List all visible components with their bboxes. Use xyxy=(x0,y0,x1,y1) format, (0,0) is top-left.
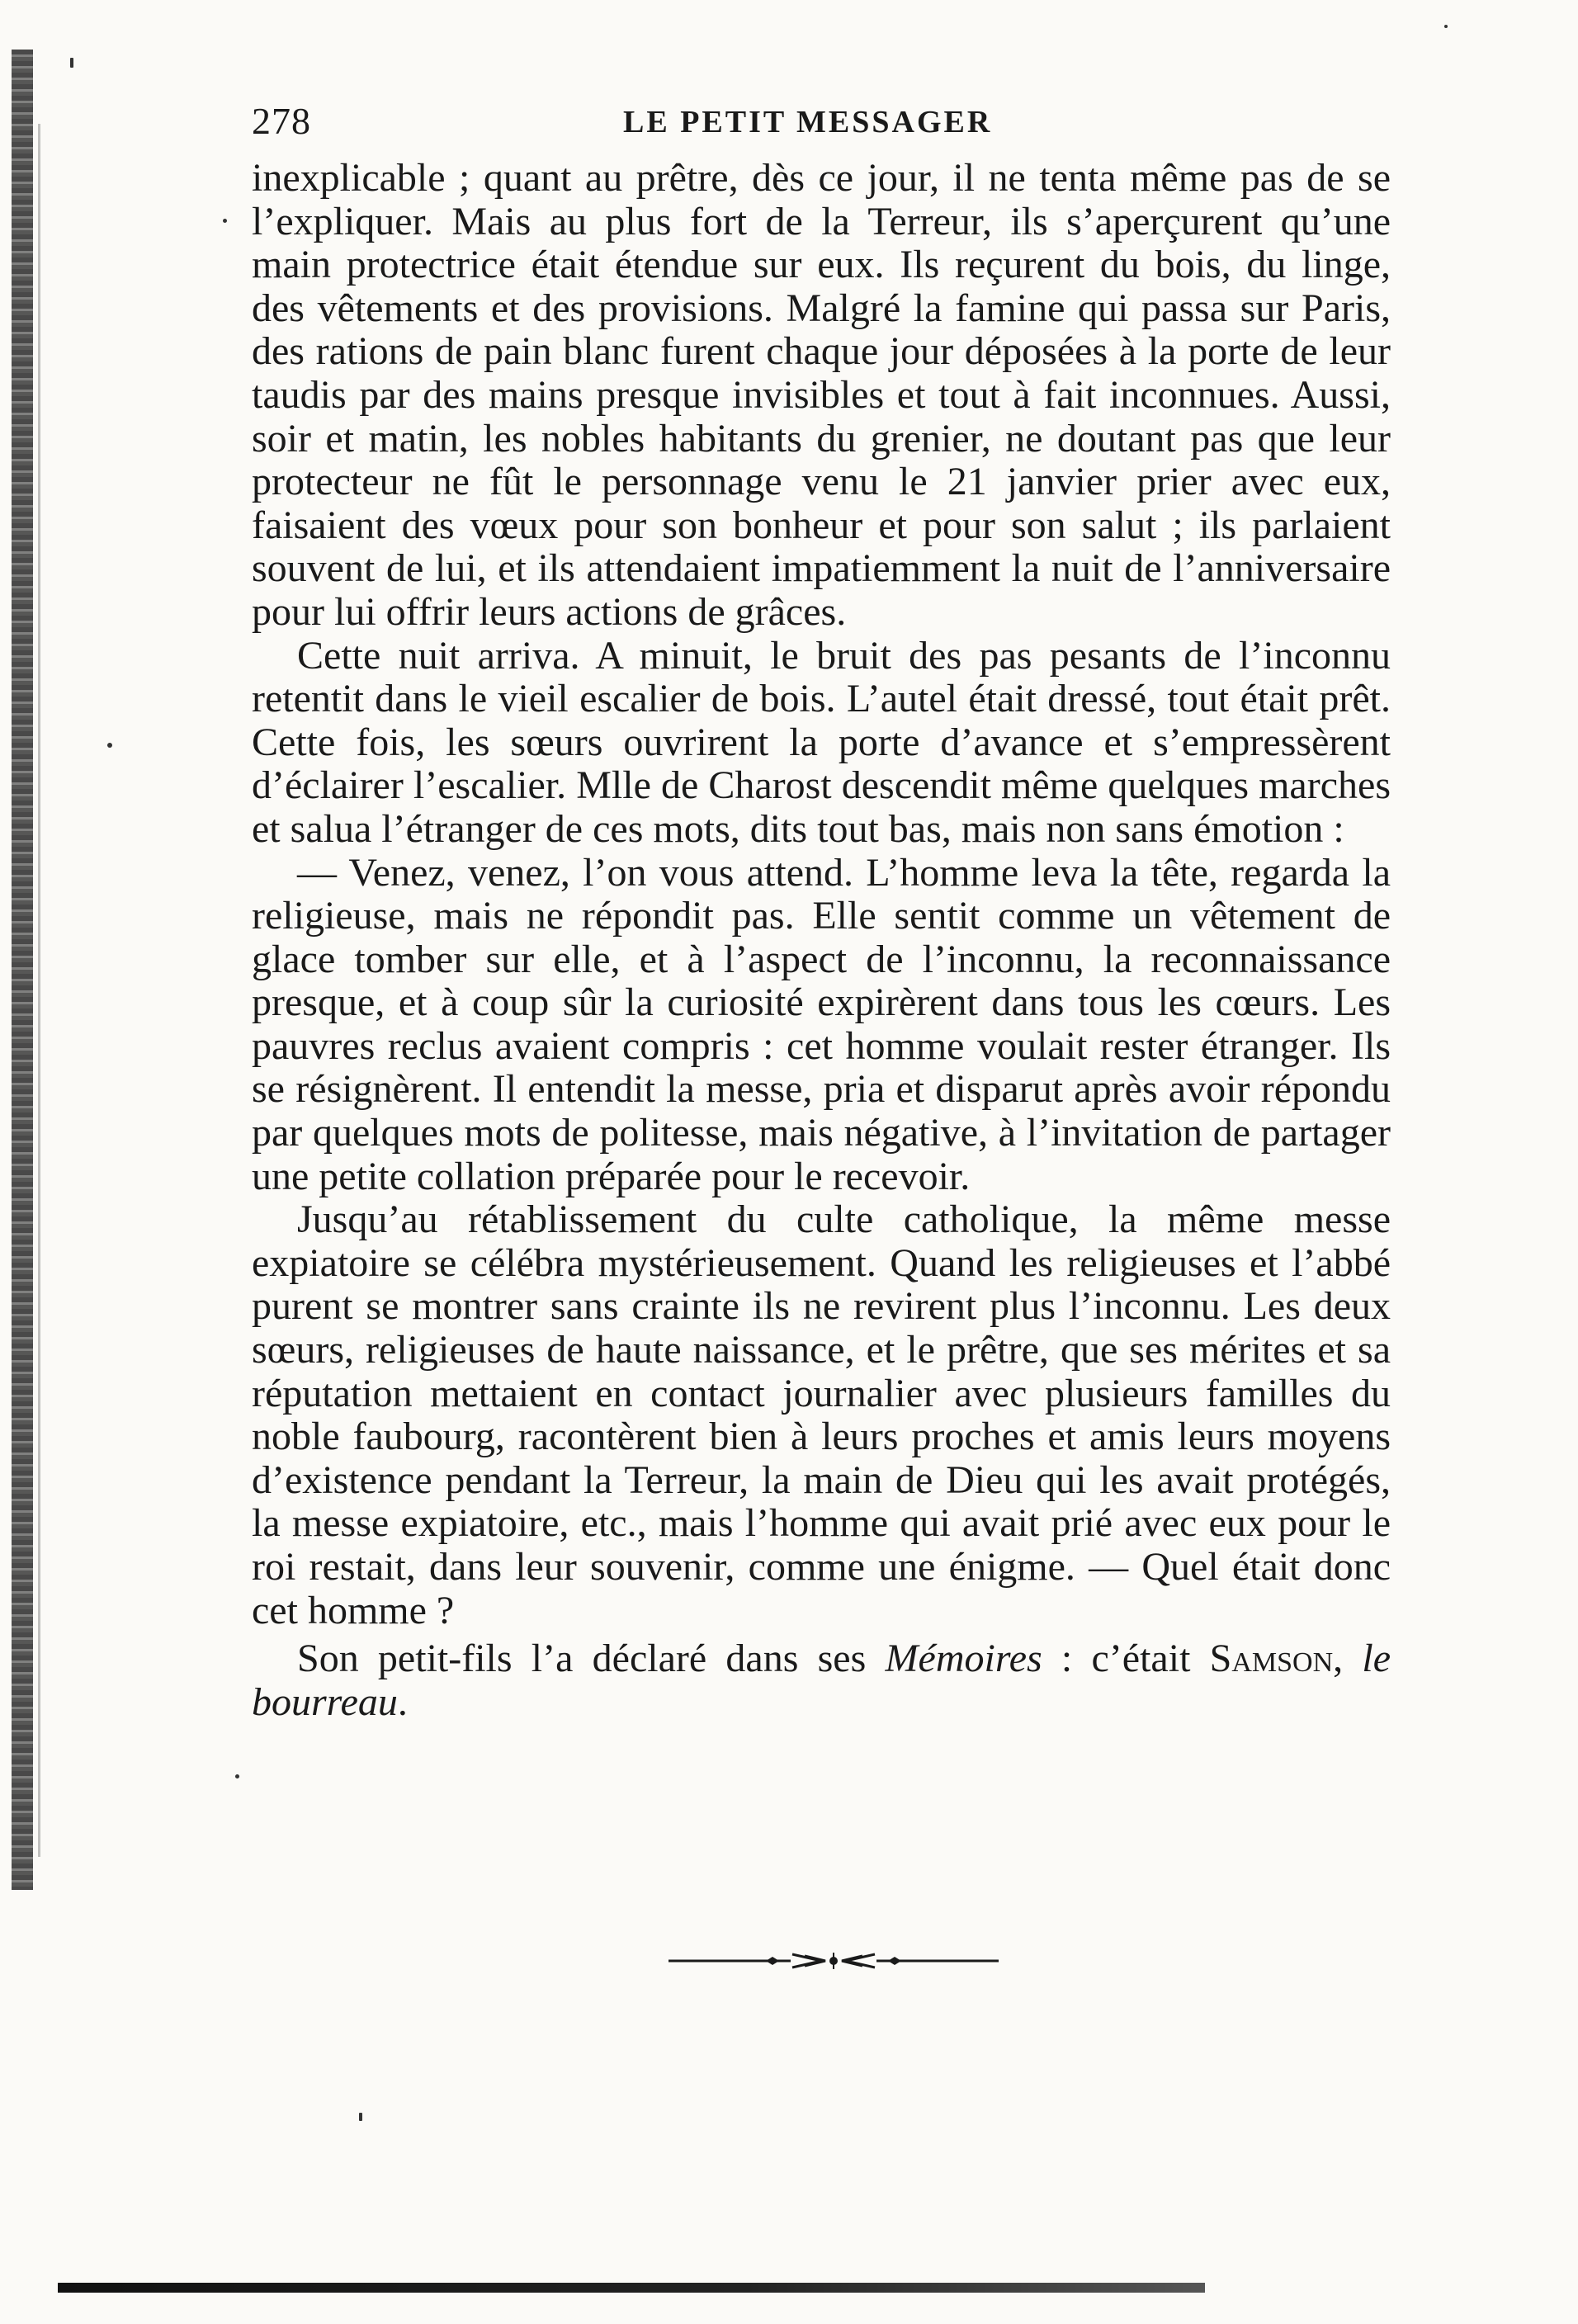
bottom-scan-edge xyxy=(58,2283,1205,2293)
page-header xyxy=(252,99,1391,149)
scan-speck xyxy=(1444,25,1448,28)
scan-speck xyxy=(223,219,227,223)
name-samson: Samson xyxy=(1209,1637,1334,1681)
paragraph-3: — Venez, venez, l’on vous attend. L’homme leva la tête, regarda la religieuse, mais ne répondit pas. Elle sentit comme un vêtement de glace tomber sur elle, et à l’aspect de l’inconnu, la reconnaissance presque, et à coup sûr la curiosité expirèrent dans tous les cœurs. Les pauvres reclus avaient compris : cet homme voulait rester étranger. Ils se résignèrent. Il entendit la messe, pria et disparut après avoir répondu par quelques mots de politesse, mais négative, à l’invitation de partager une petite collation préparée pour le recevoir. xyxy=(252,850,1391,1198)
body-text xyxy=(252,157,1391,1724)
book-binding-edge xyxy=(12,50,33,1890)
running-title: LE PETIT MESSAGER xyxy=(623,105,993,139)
tailpiece-ornament-icon xyxy=(669,1951,999,1971)
memoires-title: Mémoires xyxy=(885,1637,1042,1681)
le-bourreau: le bourreau xyxy=(252,1637,1391,1724)
paragraph-5 xyxy=(252,1637,1391,1724)
scan-speck xyxy=(70,58,73,68)
scan-speck xyxy=(359,2113,362,2121)
paragraph-4: Jusqu’au rétablissement du culte catholique, la même messe expiatoire se célébra mystérieusement. Quand les religieuses et l’abbé purent se montrer sans crainte ils ne revirent plus l’inconnu. Les deux sœurs, religieuses de haute naissance, et le prêtre, que ses mérites et sa réputation mettaient en contact journalier avec plusieurs familles du noble faubourg, racontèrent bien à leurs proches et amis leurs moyens d’existence pendant la Terreur, la main de Dieu qui les avait protégés, la messe expiatoire, etc., mais l’homme qui avait prié avec eux pour le roi restait, dans leur souvenir, comme une énigme. — Quel était donc cet homme ? xyxy=(252,1197,1391,1632)
final-text-before: Son petit-fils l’a déclaré dans ses xyxy=(297,1637,886,1681)
final-text-middle: : c’était xyxy=(1042,1637,1210,1681)
page-number: 278 xyxy=(252,100,311,142)
paragraph-2: Cette nuit arriva. A minuit, le bruit des pas pesants de l’inconnu retentit dans le vieil escalier de bois. L’autel était dressé, tout était prêt. Cette fois, les sœurs ouvrirent la porte d’avance et s’empressèrent d’éclairer l’escalier. Mlle de Charost descendit même quelques marches et salua l’étranger de ces mots, dits tout bas, mais non sans émotion : xyxy=(252,633,1391,851)
scan-speck xyxy=(235,1774,239,1778)
final-comma: , xyxy=(1333,1637,1344,1681)
paragraph-1: inexplicable ; quant au prêtre, dès ce jour, il ne tenta même pas de se l’expliquer. Mais au plus fort de la Terreur, ils s’aperçurent qu’une main protectrice était étendue sur eux. Ils reçurent du bois, du linge, des vêtements et des provisions. Malgré la famine qui passa sur Paris, des rations de pain blanc furent chaque jour déposées à la porte de leur taudis par des mains presque invisibles et tout à fait inconnues. Aussi, soir et matin, les nobles habitants du grenier, ne doutant pas que leur protecteur ne fût le personnage venu le 21 janvier prier avec eux, faisaient des vœux pour son bonheur et pour son salut ; ils parlaient souvent de lui, et ils attendaient impatiemment la nuit de l’anniversaire pour lui offrir leurs actions de grâces. xyxy=(252,156,1391,634)
final-period: . xyxy=(397,1679,408,1724)
binding-shadow xyxy=(38,124,40,1857)
scan-speck xyxy=(107,743,112,748)
